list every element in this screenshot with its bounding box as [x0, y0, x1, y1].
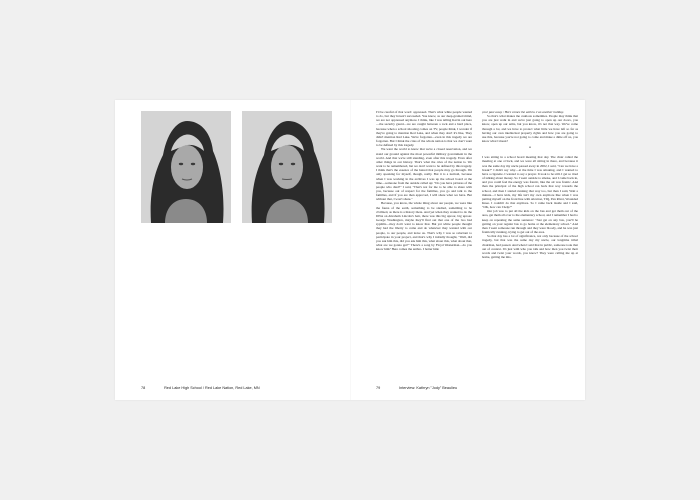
running-footer: Interview: Kathryn "Jody" Beaulieu [399, 386, 458, 390]
paragraph: I was sitting in a school board meeting that day. The chair called the meeting at one o'clock, and we were all sitting in there, and because it was the same day my uncle passed away in 2002, I said, "Can we have a break?" I didn't say why—at the time I was smoking, and I wanted to have a cigarette. I wanted to say a prayer. It took to be still. I get so tired of talking about money. So I went outside to smoke, and I came back in, and you could feel the energy was frantic, like the air was frantic. And then the principal of the high school ran back that way towards the school, and then I started running that way too, but then I said, Wait a minute—I have kids, my life isn't my own anymore like when I was putting myself on the front line with Alcatraz, TIQ, Pan River, Wounded Knee. I couldn't do that anymore. So I came back inside and I said, "OK, how can I help?" [482, 155, 578, 210]
portrait-photo-right [242, 111, 332, 223]
portrait-photo-icon [141, 111, 231, 223]
paragraph: So that day has a lot of significance, not only because of the school tragedy, but that was the same day my uncle, our longtime tribal chairman, had passed. And when I said that in public, someone took that out of context. It's just with who you talk and how then you twist their words and twist your words, you know? They were calling me up at home, getting me mis- [482, 234, 578, 259]
paragraph: Our job was to put all the kids on the bus and get them out of the area, get them all over to the elementary school, and I remember I had to keep on repeating the same sentence: "Just get on any bus, you'll be getting on your regular bus to go home at the elementary school." And then I went someone run through and they were bloody, and he was just frantically running, trying to get out of the area. [482, 209, 578, 235]
paragraph: We want the world to know that we're a closed reservation, and we stand our ground against the most powerful military government in the world. And that we're still standing, even after this tragedy. Even after other things in our history. That's what the cries of the nation is. We want to be remembered, but we don't want to be defined by this tragedy. I think that's the essence of the hatred that people may go through. I'm only speaking for myself, though, really. But it is a turmoil, because when I was working in the archives I was up the school board at the time—someone from the outside called up: "Do you have pictures of the people who died?" I said, "That's not for me to be able to share with you, because out of respect for the families, you go and talk to the families, and if you are then approved, I will share what we have. But without that, I won't share." [376, 147, 472, 202]
footer-left [141, 386, 260, 390]
footer-right [376, 386, 457, 390]
paragraph: your past away / Here comes the anthro. I an another holiday. [482, 110, 564, 114]
text-column-left [376, 110, 472, 383]
paragraph: Because, you know, the whole thing about our people, we were like the fauna of the earth, something to be studied, something to be civilized, as there is a history there. And yet when they wanted to do the DNA on Abraham Lincoln's hair, there was this big uproar, big uproar. George Washington, maybe they'll find out that one of the two had syphilis—they don't want to know that. But yet white people thought they had the liberty to come and do whatever they wanted with our people, to our people, and leave us. That's why I was so reluctant to participate in your project, and that's why I initially thought, "Well, did you ask him this, did you ask him this, what about this, what about that, what are we gonna get?" There's a song by Floyd Westerman—do you know him? Here comes the anthro. I better hide [376, 201, 472, 252]
portrait-photo-left [141, 111, 231, 223]
text-column-right [482, 110, 578, 383]
paragraph: So that's what makes me cautious sometimes. People may think that you are just walk in and we're just going to open up our doors, you know, open up our arms, but you know, it's not that way. We've come through a lot, and we have to protect what little we have left so far as having our own intellectual property rights and how you are going to use this, because you're not going to come and make a dime off us, you know what I mean? [482, 114, 578, 144]
page-gutter [350, 100, 351, 400]
page-number: 79 [376, 386, 381, 390]
running-footer: Red Lake High School / Red Lake Nation, Red Lake, MN [164, 386, 260, 390]
page-number: 78 [141, 386, 146, 390]
section-separator: • [529, 146, 531, 152]
book-spread [115, 100, 585, 400]
paragraph: I'd be careful of that word: oppressed. That's what white people wanted to do, but they haven't succeeded. You know, as our deep-grained mind, we are not oppressed anymore. I think, like I was telling Kevin out here—the security guard—we are caught between a rock and a hard place, because when a school shooting comes on TV, people think, I wonder if they're going to mention Red Lake, and when they don't it's like, They didn't mention Red Lake. We're forgotten—even in this tragedy we are forgotten. But I think the cries of the whole nation is that we don't want to be defined by this tragedy. [376, 110, 472, 148]
portrait-photo-icon [242, 111, 332, 223]
